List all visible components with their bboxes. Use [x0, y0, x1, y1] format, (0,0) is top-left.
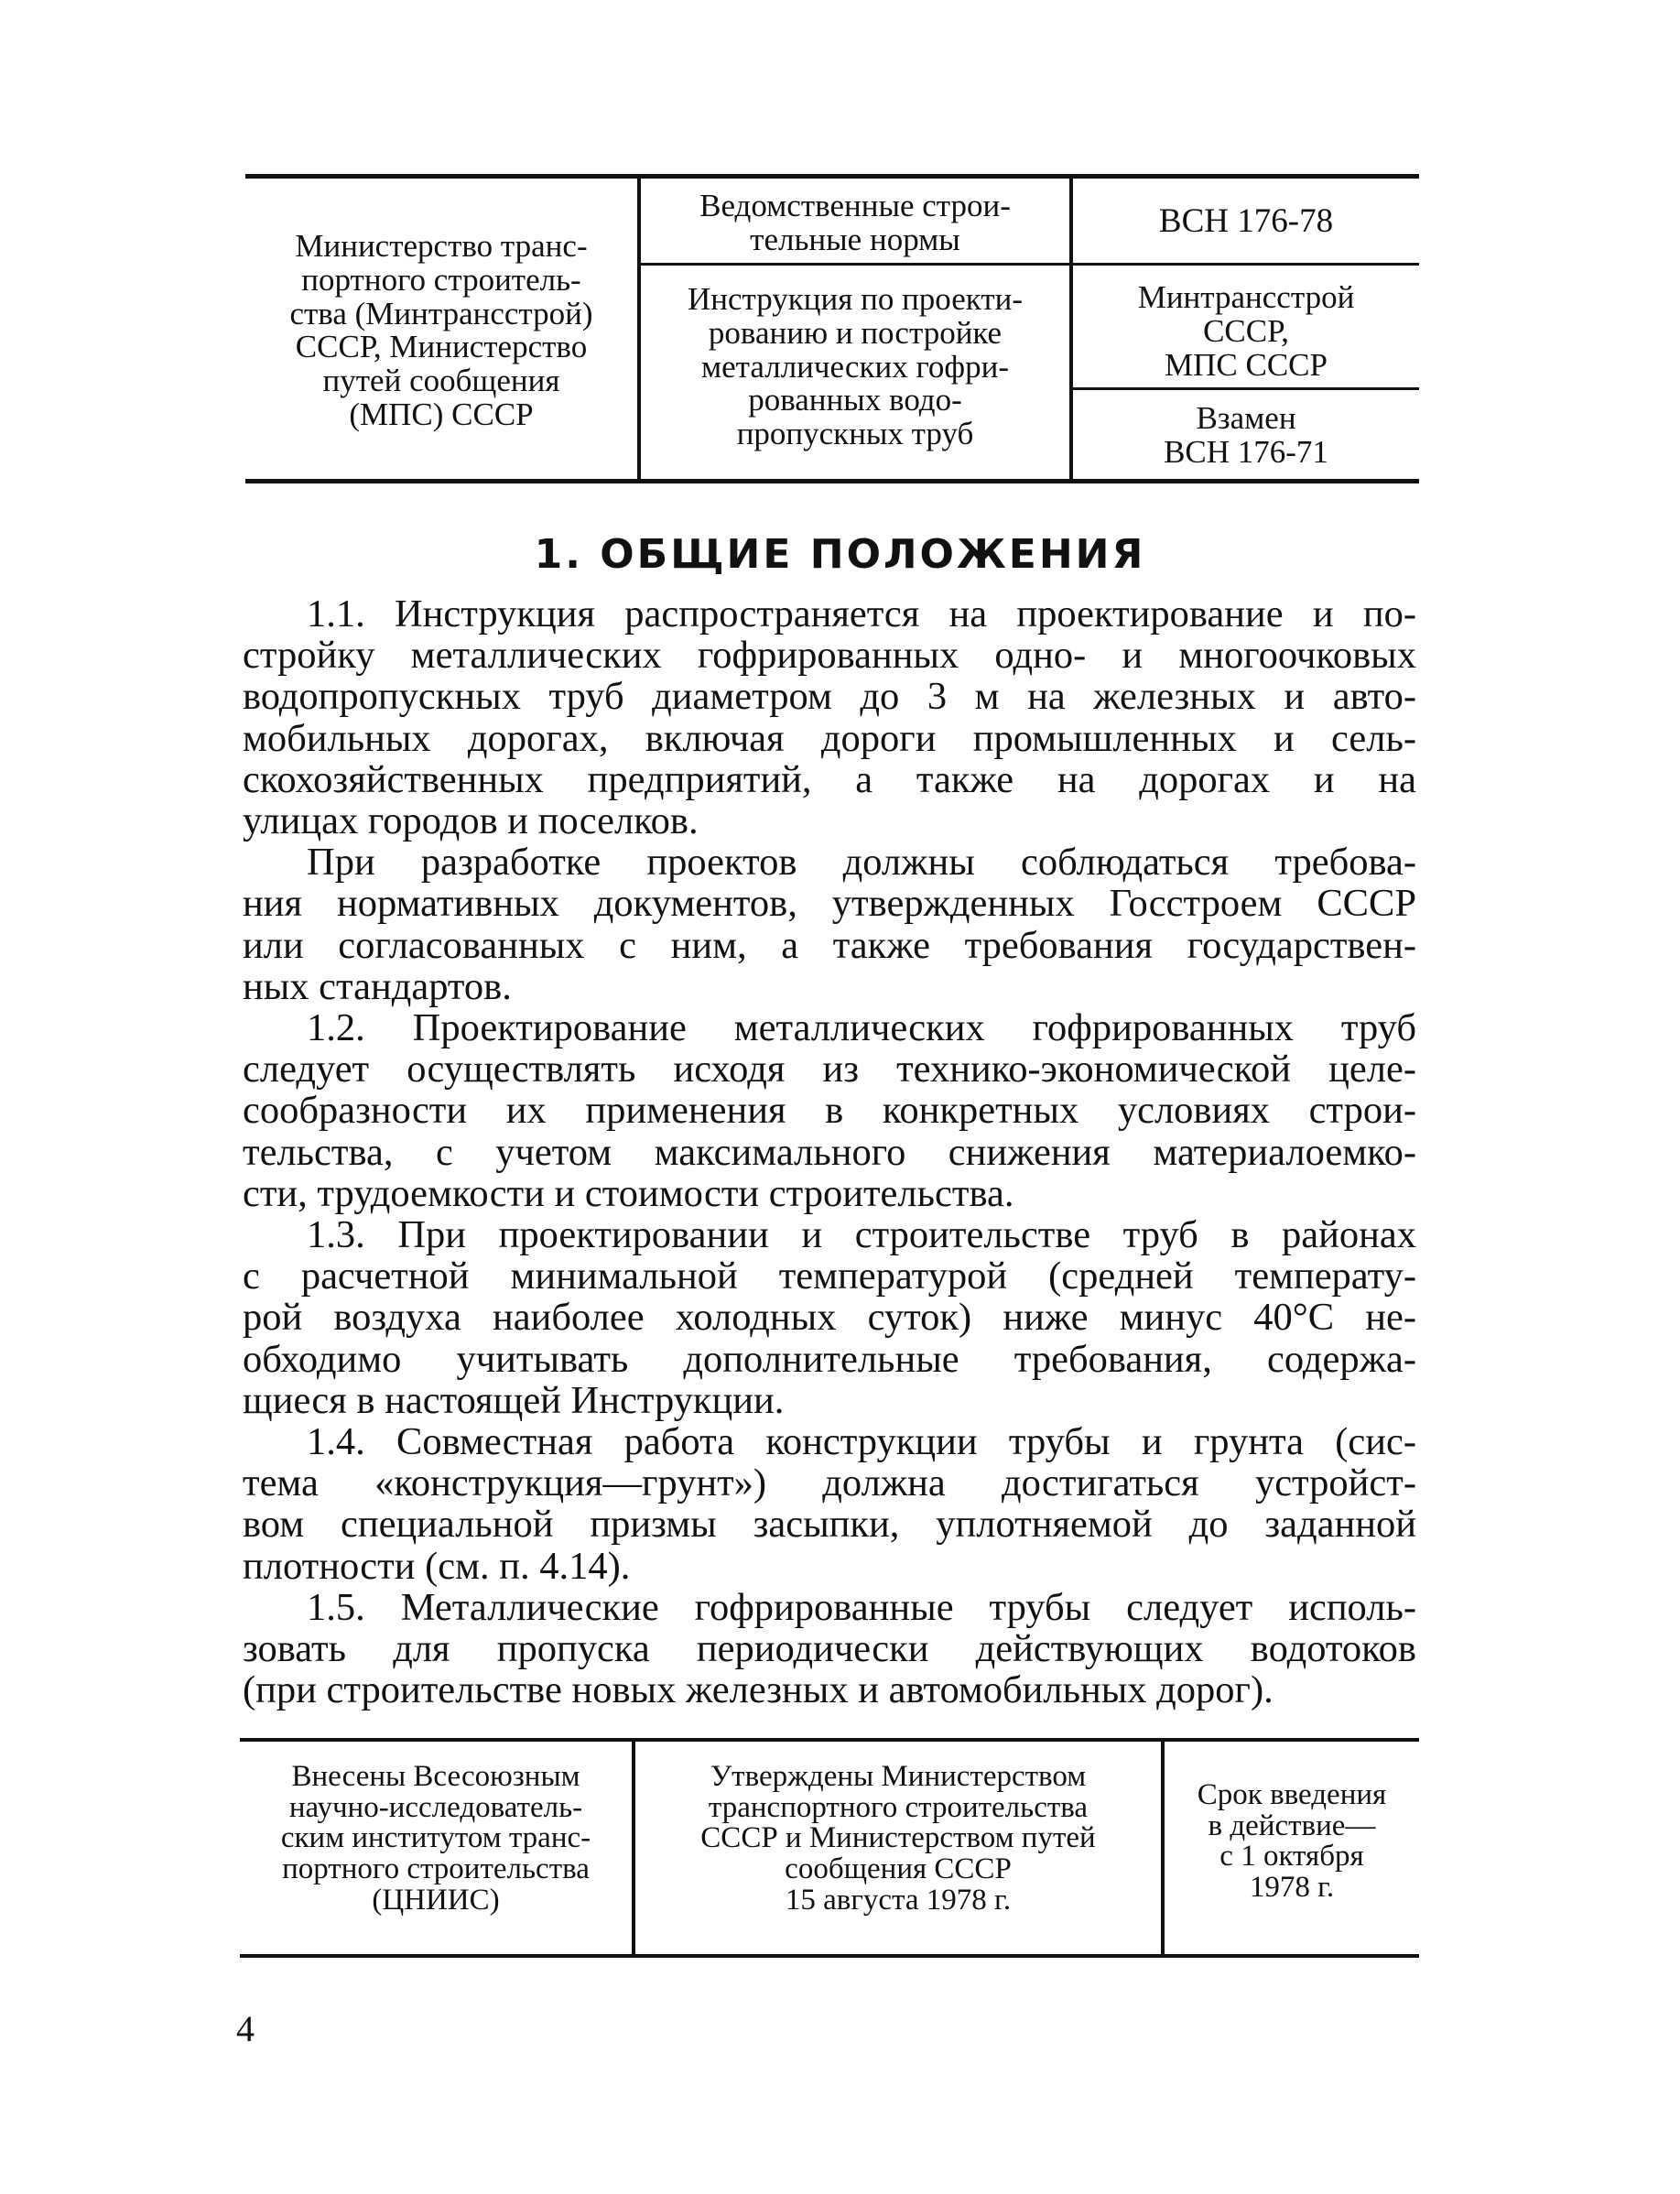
text-line: ных стандартов. — [243, 964, 512, 1008]
text-line: 1.3. При проектировании и строительстве труб в районах — [307, 1213, 1416, 1257]
text-line: следует осуществлять исходя из технико-экономической целе- — [243, 1048, 1416, 1092]
text-line: с расчетной минимальной температурой (средней температу- — [243, 1254, 1416, 1298]
text-line: 1.1. Инструкция распространяется на проектирование и по- — [307, 592, 1416, 635]
text-line: тема «конструкция—грунт») должна достигаться устройст- — [243, 1461, 1416, 1505]
header-divider — [1071, 263, 1419, 266]
effective-date-cell: Срок введения в действие— с 1 октября 1978 г. — [1197, 1778, 1387, 1904]
text-line: водопропускных труб диаметром до 3 м на железных и авто- — [243, 675, 1416, 719]
issuer-cell: Министерство транс- портного строитель- ства (Минтрансстрой) СССР, Министерство путей сообщения (МПС) СССР — [289, 228, 593, 432]
approvers-cell: Минтрансстрой СССР, МПС СССР — [1137, 279, 1355, 383]
header-table — [245, 174, 1419, 483]
text-line: ния нормативных документов, утвержденных Госстроем СССР — [243, 882, 1416, 926]
text-line: 1.2. Проектирование металлических гофрированных труб — [307, 1006, 1416, 1050]
document-title-cell: Инструкция по проекти- рованию и постройке металлических гофри- рованных водо- пропускных труб — [687, 281, 1023, 451]
text-line: обходимо учитывать дополнительные требования, содержа- — [243, 1337, 1416, 1381]
text-line: плотности (см. п. 4.14). — [243, 1544, 631, 1588]
body-text — [243, 593, 1416, 1711]
approved-by-cell: Утверждены Министерством транспортного строительства СССР и Министерством путей сообщения СССР 15 августа 1978 г. — [700, 1760, 1096, 1917]
text-line: вом специальной призмы засыпки, уплотняемой до заданной — [243, 1503, 1416, 1547]
footer-table — [240, 1738, 1419, 1958]
text-line: (при строительстве новых железных и автомобильных дорог). — [243, 1668, 1274, 1712]
section-title: 1. ОБЩИЕ ПОЛОЖЕНИЯ — [534, 531, 1146, 578]
page-number: 4 — [236, 2008, 255, 2049]
text-line: щиеся в настоящей Инструкции. — [243, 1378, 785, 1422]
text-line: тельства, с учетом максимального снижения материалоемко- — [243, 1130, 1416, 1174]
text-line: зовать для пропуска периодически действующих водотоков — [243, 1627, 1416, 1671]
text-line: сти, трудоемкости и стоимости строительства. — [243, 1171, 1014, 1215]
header-divider — [639, 263, 1069, 266]
submitted-by-cell: Внесены Всесоюзным научно-исследователь- ским институтом транс- портного строительства (ЦНИИС) — [280, 1760, 591, 1917]
text-line: скохозяйственных предприятий, а также на дорогах и на — [243, 757, 1416, 801]
text-line: рой воздуха наиболее холодных суток) ниже минус 40°С не- — [243, 1296, 1416, 1340]
text-line: стройку металлических гофрированных одно- и многоочковых — [243, 634, 1416, 678]
replaces-cell: Взамен ВСН 176-71 — [1164, 400, 1328, 470]
text-line: сообразности их применения в конкретных условиях строи- — [243, 1089, 1416, 1133]
text-line: или согласованных с ним, а также требования государствен- — [243, 923, 1416, 967]
text-line: улицах городов и поселков. — [243, 799, 699, 843]
norm-type-cell: Ведомственные строи- тельные нормы — [699, 188, 1011, 257]
text-line: 1.4. Совместная работа конструкции трубы и грунта (сис- — [307, 1420, 1416, 1464]
text-line: 1.5. Металлические гофрированные трубы следует исполь- — [307, 1585, 1416, 1629]
document-code: ВСН 176-78 — [1158, 202, 1334, 240]
header-divider — [1071, 387, 1419, 390]
text-line: мобильных дорогах, включая дороги промышленных и сель- — [243, 716, 1416, 760]
text-line: При разработке проектов должны соблюдаться требова- — [307, 841, 1416, 885]
